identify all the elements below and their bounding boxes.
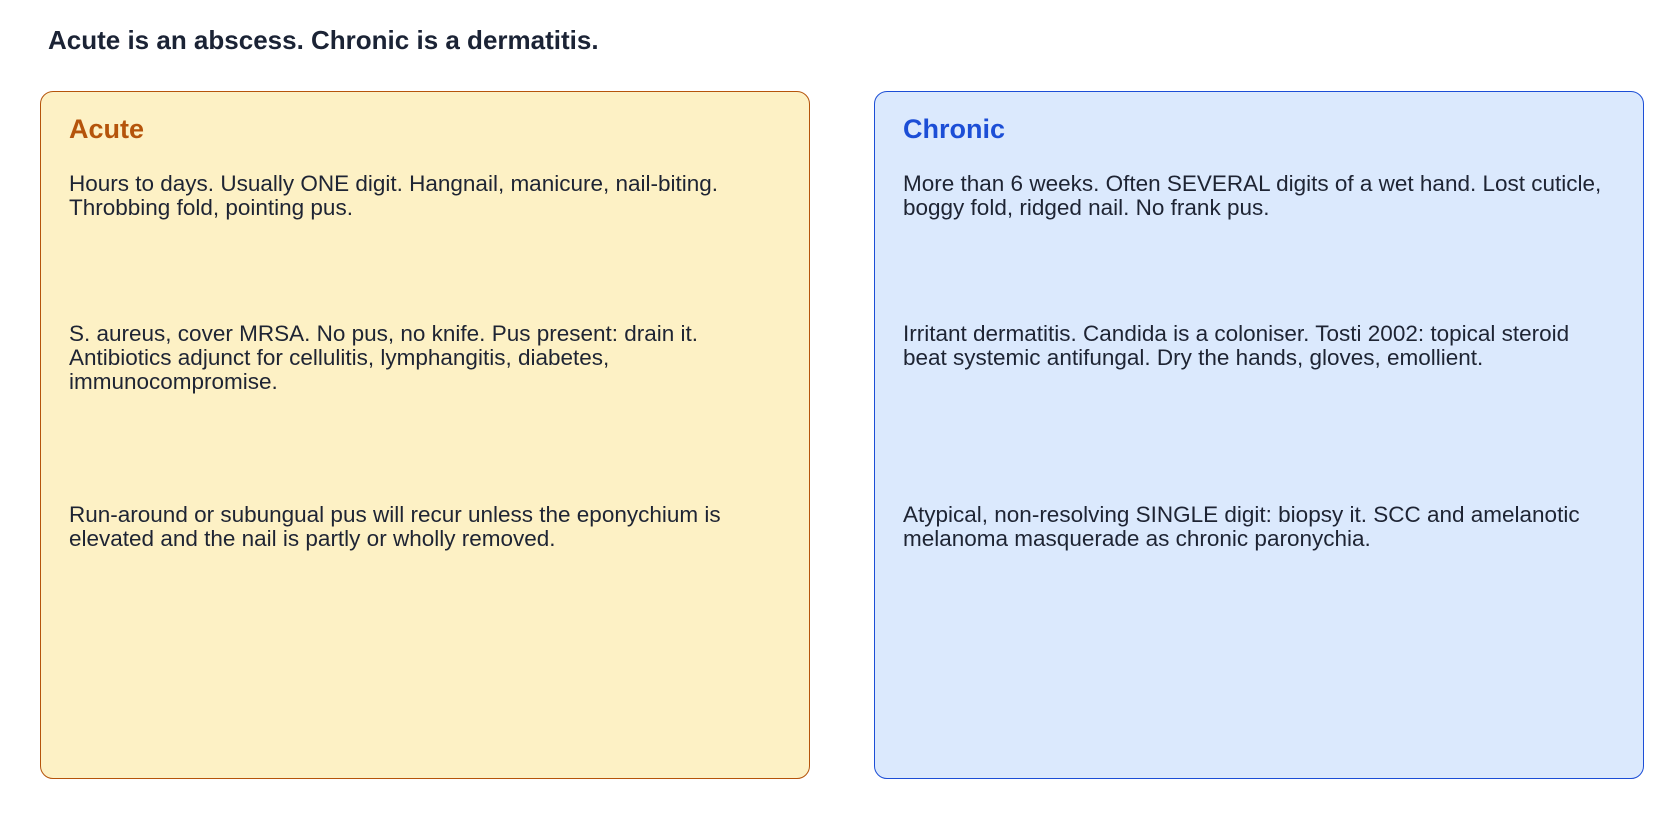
acute-paragraph-1: Hours to days. Usually ONE digit. Hangnail, manicure, nail-biting. Throbbing fold, pointing pus. (69, 171, 719, 220)
chronic-paragraph-1: More than 6 weeks. Often SEVERAL digits of a wet hand. Lost cuticle, boggy fold, ridged nail. No frank pus. (903, 171, 1602, 220)
page-title: Acute is an abscess. Chronic is a dermatitis. (48, 25, 599, 55)
acute-paragraph-3: Run-around or subungual pus will recur unless the eponychium is elevated and the nail is partly or wholly removed. (69, 502, 721, 551)
acute-heading: Acute (69, 114, 145, 144)
acute-panel (40, 91, 810, 779)
chronic-paragraph-3: Atypical, non-resolving SINGLE digit: biopsy it. SCC and amelanotic melanoma masquerade as chronic paronychia. (903, 502, 1580, 551)
chronic-heading: Chronic (903, 114, 1006, 144)
acute-paragraph-2: S. aureus, cover MRSA. No pus, no knife. Pus present: drain it. Antibiotics adjunct for cellulitis, lymphangitis, diabetes, immunocompromise. (69, 321, 699, 394)
chronic-paragraph-2: Irritant dermatitis. Candida is a coloniser. Tosti 2002: topical steroid beat systemic antifungal. Dry the hands, gloves, emollient. (903, 321, 1570, 370)
chronic-panel (874, 91, 1644, 779)
